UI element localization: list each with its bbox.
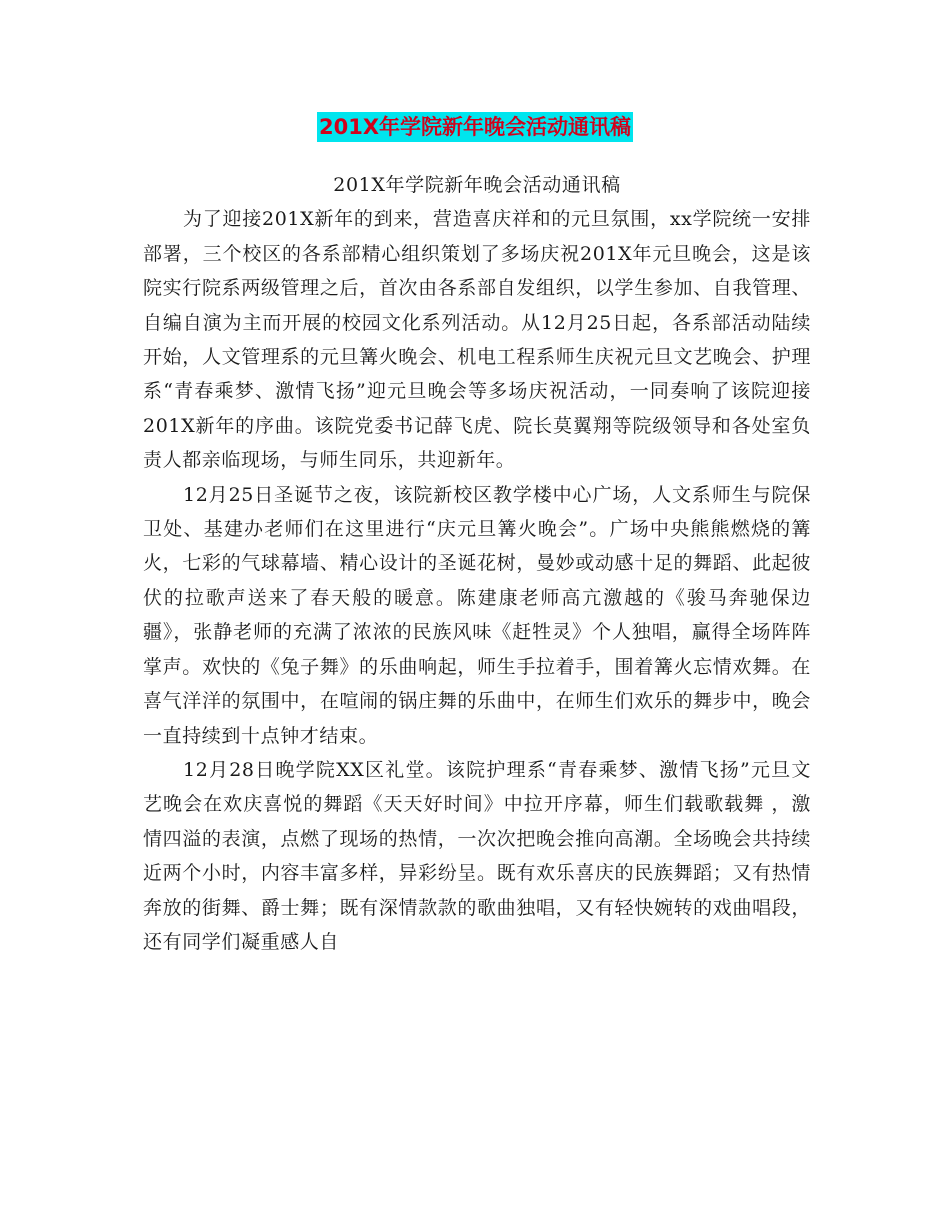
paragraph-1: 为了迎接201X新年的到来，营造喜庆祥和的元旦氛围，xx学院统一安排部署，三个校区的各系部精心组织策划了多场庆祝201X年元旦晚会，这是该院实行院系两级管理之后，首次由各系部自发组织，以学生参加、自我管理、自编自演为主而开展的校园文化系列活动。从12月25日起，各系部活动陆续开始，人文管理系的元旦篝火晚会、机电工程系师生庆祝元旦文艺晚会、护理系“青春乘梦、激情飞扬”迎元旦晚会等多场庆祝活动，一同奏响了该院迎接201X新年的序曲。该院党委书记薛飞虎、院长莫翼翔等院级领导和各处室负责人都亲临现场，与师生同乐，共迎新年。 [143,208,811,472]
paragraph-2: 12月25日圣诞节之夜，该院新校区教学楼中心广场，人文系师生与院保卫处、基建办老师们在这里进行“庆元旦篝火晚会”。广场中央熊熊燃烧的篝火，七彩的气球幕墙、精心设计的圣诞花树，曼妙或动感十足的舞蹈、此起彼伏的拉歌声送来了春天般的暖意。陈建康老师高亢激越的《骏马奔驰保边疆》，张静老师的充满了浓浓的民族风味《赶牲灵》个人独唱，赢得全场阵阵掌声。欢快的《兔子舞》的乐曲响起，师生手拉着手，围着篝火忘情欢舞。在喜气洋洋的氛围中，在喧闹的锅庄舞的乐曲中，在师生们欢乐的舞步中，晚会一直持续到十点钟才结束。 [143,483,811,747]
paragraph-3: 12月28日晚学院XX区礼堂。该院护理系“青春乘梦、激情飞扬”元旦文艺晚会在欢庆喜悦的舞蹈《天天好时间》中拉开序幕，师生们载歌载舞 ，激情四溢的表演，点燃了现场的热情，一次次把晚会推向高潮。全场晚会共持续近两个小时，内容丰富多样，异彩纷呈。既有欢乐喜庆的民族舞蹈；又有热情奔放的街舞、爵士舞；既有深情款款的歌曲独唱，又有轻快婉转的戏曲唱段，还有同学们凝重感人自 [143,758,811,953]
article-body [143,168,811,959]
article-subtitle: 201X年学院新年晚会活动通讯稿 [333,174,621,196]
page-title: 201X年学院新年晚会活动通讯稿 [317,112,633,142]
heading-container [0,112,950,142]
